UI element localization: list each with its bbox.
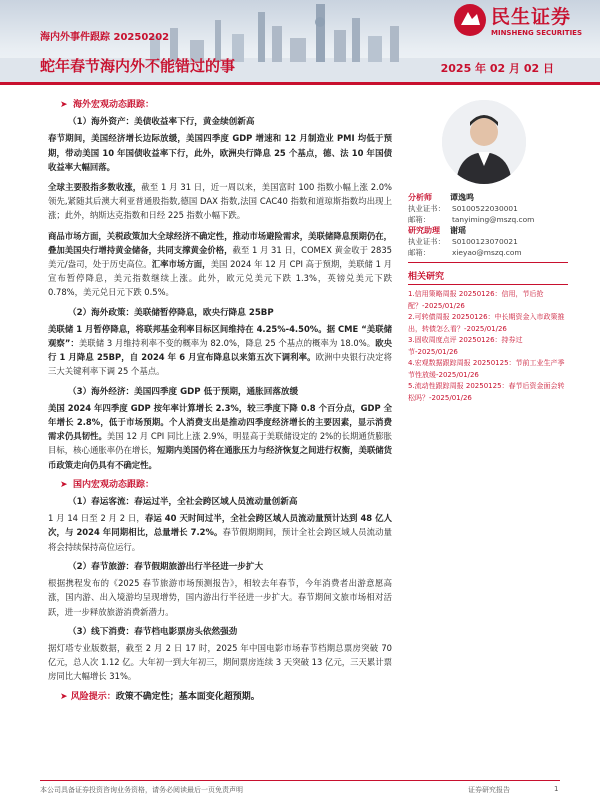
assistant-cert: S0100123070021 <box>452 237 518 246</box>
subheading: （3）线下消费：春节档电影票房头依然强劲 <box>68 626 238 637</box>
report-series: 海内外事件跟踪 20250202 <box>40 32 170 43</box>
related-research-item[interactable]: 3.固收周度点评 20250126：持券过节-2025/01/26 <box>408 336 523 356</box>
subheading: （2）海外政策：美联储暂停降息，欧央行降息 25BP <box>68 307 274 318</box>
header-banner <box>0 0 600 82</box>
footer-doc-type: 证券研究报告 <box>468 786 510 794</box>
section-heading-domestic: ➤ 国内宏观动态跟踪： <box>60 478 392 492</box>
report-title: 蛇年春节海内外不能错过的事 <box>40 57 236 75</box>
assistant-email[interactable]: xieyao@mszq.com <box>452 248 522 257</box>
analyst-photo <box>442 100 526 184</box>
paragraph: 商品市场方面，关税政策加大全球经济不确定性，推动市场避险需求，美联储降息预期仍在，叠加美国央行增持黄金储备，共同支撑黄金价格，截至 1 月 31 日，COMEX 黄金收于 2835 美元/盎司，处于历史高位。汇率市场方面，美国 2024 年 12 月 CPI 高于预期，美联储 1 月宣布暂停降息，美元指数继续上涨。此外，欧元兑美元下跌 1.3%，英镑兑美元下跌 0.78%，美元兑日元下跌 0.5%。 <box>48 230 393 298</box>
related-research-item[interactable]: 1.信用策略周报 20250126：信用，节后抢配？-2025/01/26 <box>408 290 544 310</box>
report-date: 2025 年 02 月 02 日 <box>440 62 554 75</box>
logo-mark-icon <box>453 3 487 37</box>
paragraph: 美联储 1 月暂停降息，将联邦基金利率目标区间维持在 4.25%-4.50%。据 CME “美联储观察”：美联储 3 月维持利率不变的概率为 82.0%，降息 25 个基点的概率为 18.0%。欧央行 1 月降息 25BP，自 2024 年 6 月宣布降息以来第五次下调利率。欧洲中央银行决定将三大关键利率下调 25 个基点。 <box>48 323 393 377</box>
paragraph: 1 月 14 日至 2 月 2 日，春运 40 天时间过半，全社会跨区域人员流动量预计达到 48 亿人次，与 2024 年同期相比，总量增长 7.2%。春节假期期间，预计全社会跨区域人员流动量将会持续保持高位运行。 <box>48 513 392 552</box>
person-avatar-icon <box>442 100 526 184</box>
company-logo <box>453 2 582 37</box>
footer-disclaimer: 本公司具备证券投资咨询业务资格，请务必阅读最后一页免责声明 <box>40 786 243 794</box>
subheading: （3）海外经济：美国四季度 GDP 低于预期，通胀回落放缓 <box>68 386 299 397</box>
related-research-item[interactable]: 4.宏观数据跟踪周报 20250125：节前工业生产季节性放缓-2025/01/26 <box>408 359 565 379</box>
paragraph: 据灯塔专业版数据，截至 2 月 2 日 17 时，2025 年中国电影市场春节档期总票房突破 70 亿元，总人次 1.12 亿。大年初一到大年初三，期间票房连续 3 天突破 13 亿元，三天累计票房同比大幅增长 31%。 <box>48 642 392 682</box>
analyst-cert: S0100522030001 <box>452 204 518 213</box>
arrow-bullet-icon: ➤ <box>60 479 68 490</box>
assistant-name: 谢瑶 <box>450 226 466 235</box>
sidebar-divider <box>408 262 568 263</box>
paragraph: 春节期间，美国经济增长边际放缓，美国四季度 GDP 增速和 12 月制造业 PMI 均低于预期，带动美国 10 年国债收益率下行，此外，欧洲央行降息 25 个基点，德、法 10 年国债收益率大幅回落。 <box>48 133 392 172</box>
analyst-email[interactable]: tanyiming@mszq.com <box>452 215 535 224</box>
subheading: （2）春节旅游：春节假期旅游出行半径进一步扩大 <box>68 561 264 572</box>
subheading: （1）海外资产：美债收益率下行，黄金续创新高 <box>68 117 255 128</box>
assistant-role: 研究助理 <box>408 226 440 235</box>
subheading: （1）春运客流：春运过半，全社会跨区域人员流动量创新高 <box>68 497 298 508</box>
related-research-item[interactable]: 2.可转债周报 20250126：中长期资金入市政策推出，转债怎么看？-2025/01/26 <box>408 313 565 333</box>
paragraph: 根据携程发布的《2025 春节旅游市场预测报告》，相较去年春节，今年消费者出游意愿高涨，国内游、出入境游均呈现增势，国内游出行半径进一步扩大。春节期间文旅市场相对活跃，进一步释放旅游消费新潜力。 <box>48 578 392 617</box>
footer-divider <box>40 780 560 781</box>
related-research-item[interactable]: 5.流动性跟踪周报 20250125：春节后资金面会转松吗？-2025/01/26 <box>408 382 565 402</box>
related-divider <box>408 284 568 285</box>
analyst-info: 分析师 谭逸鸣 执业证书： S0100522030001 邮箱： tanyiming@mszq.com 研究助理 谢瑶 执业证书： S0100123070021 邮箱： xieyao@mszq.com <box>408 193 535 257</box>
logo-chinese: 民生证券 <box>491 6 572 28</box>
paragraph: 美国 2024 年四季度 GDP 按年率计算增长 2.3%，较三季度下降 0.8 个百分点，GDP 全年增长 2.8%，低于市场预期。个人消费支出是推动四季度经济增长的主要因素，显示消费需求仍具韧性。美国 12 月 CPI 同比上涨 2.9%，明显高于美联储设定的 2%的长期通货膨胀目标，核心通胀率仍在增长，短期内美国仍将在通胀压力与经济恢复之间进行权衡，美联储货币政策走向仍具有不确定性。 <box>48 402 393 470</box>
analyst-name: 谭逸鸣 <box>450 193 474 202</box>
logo-english: MINSHENG SECURITIES <box>491 29 582 37</box>
main-content <box>48 98 392 704</box>
related-research-title: 相关研究 <box>408 272 445 282</box>
paragraph: 全球主要股指多数收涨，截至 1 月 31 日，近一周以来，美国富时 100 指数小幅上涨 2.0%领先,紧随其后澳大利亚普通股指数,德国 DAX 指数,法国 CAC40 指数和道琼斯指数均出现上涨；此外，纳斯达克指数和日经 225 指数小幅下跌。 <box>48 182 393 221</box>
analyst-role: 分析师 <box>408 193 432 202</box>
risk-warning: ➤ 风险提示：政策不确定性；基本面变化超预期。 <box>60 691 260 702</box>
section-heading-overseas: ➤ 海外宏观动态跟踪： <box>60 98 392 112</box>
arrow-bullet-icon: ➤ <box>60 100 68 110</box>
page-number: 1 <box>554 785 559 793</box>
header-divider <box>0 82 600 85</box>
sidebar <box>408 98 568 404</box>
arrow-bullet-icon: ➤ <box>60 691 71 702</box>
